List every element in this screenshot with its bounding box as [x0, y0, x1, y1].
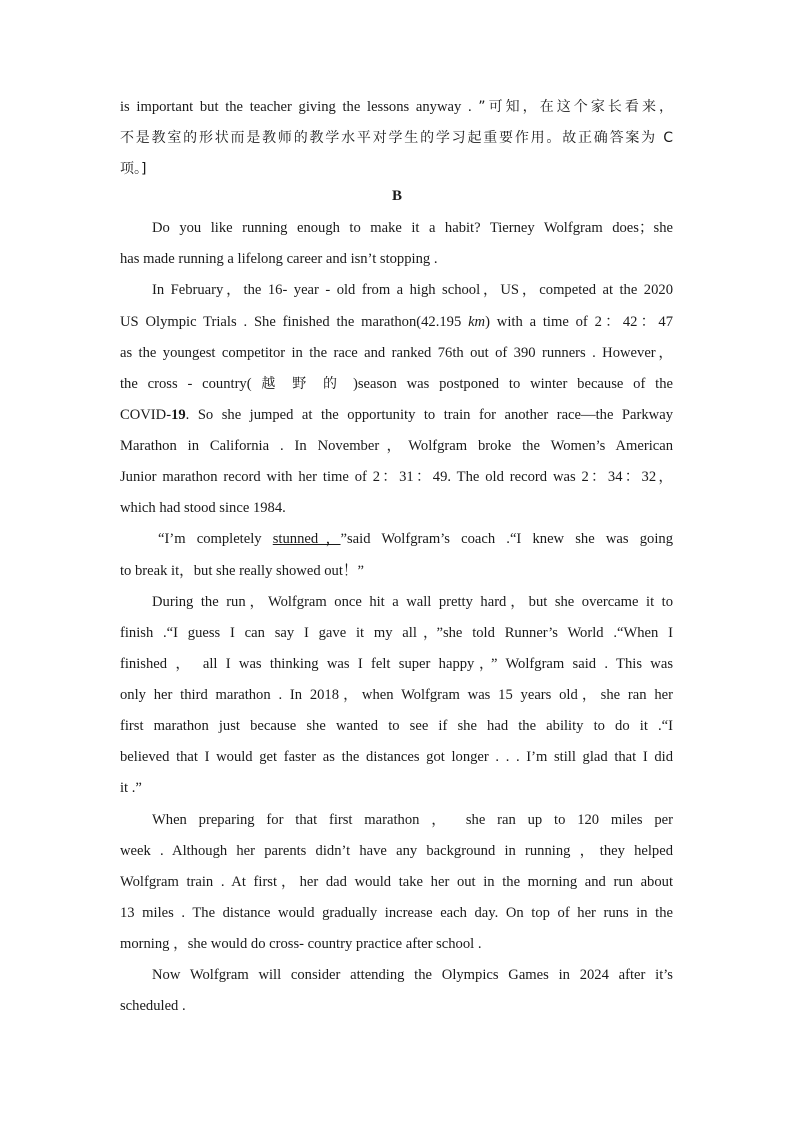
p1-line-2: has made running a lifelong career and isn’t stopping . — [120, 251, 438, 267]
p2-line-1: In February，the 16- year - old from a high school，US，competed at the 2020 — [152, 282, 673, 298]
p6-line-1: Now Wolfgram will consider attending the Olympics Games in 2024 after it’s — [152, 967, 673, 983]
intro-line-2: 不是教室的形状而是教师的教学水平对学生的学习起重要作用。故正确答案为 C — [120, 130, 673, 146]
p6-line-2: scheduled . — [120, 998, 186, 1014]
intro-text-en: is important but the teacher giving the lessons anyway . — [120, 99, 479, 115]
p3-line-2: to break it，but she really showed out！” — [120, 563, 364, 579]
p4-line-3: finished ， all I was thinking was I felt super happy，” Wolfgram said . This was — [120, 656, 673, 672]
p2-line-4 — [120, 374, 673, 394]
p4-line-5: first marathon just because she wanted to see if she had the ability to do it .“I — [120, 718, 673, 734]
p3-line-1 — [158, 529, 673, 549]
p2-line-3: as the youngest competitor in the race and ranked 76th out of 390 runners . However， — [120, 345, 673, 361]
p2-line-5-c: . So she jumped at the opportunity to train for another race—the Parkway — [185, 407, 673, 423]
p5-line-2: week . Although her parents didn’t have any background in running ，they helped — [120, 843, 673, 859]
p4-line-2: finish .“I guess I can say I gave it my all，”she told Runner’s World .“When I — [120, 625, 673, 641]
p2-line-8: which had stood since 1984. — [120, 500, 286, 516]
p4-line-6: believed that I would get faster as the distances got longer . . . I’m still glad that I did — [120, 749, 673, 765]
intro-line-1 — [120, 97, 673, 117]
p5-line-3: Wolfgram train . At first，her dad would take her out in the morning and run about — [120, 874, 673, 890]
p3-line-1-c: ”said Wolfgram’s coach .“I knew she was going — [340, 531, 673, 547]
p2-line-6: Marathon in California . In November，Wolfgram broke the Women’s American — [120, 438, 673, 454]
p2-line-4-a: the cross - country( — [120, 376, 262, 392]
covid-number: 19 — [171, 407, 186, 423]
p4-line-4: only her third marathon . In 2018，when Wolfgram was 15 years old，she ran her — [120, 687, 673, 703]
p2-line-5-a: COVID- — [120, 407, 172, 423]
p3-line-1-a: “I’m completely — [158, 531, 273, 547]
gloss-cn: 越 野 的 — [261, 376, 344, 392]
p1-line-1: Do you like running enough to make it a habit? Tierney Wolfgram does；she — [152, 220, 673, 236]
p4-line-1: During the run，Wolfgram once hit a wall pretty hard，but she overcame it to — [152, 594, 673, 610]
intro-line-3: 项。] — [120, 161, 147, 177]
p5-line-4: 13 miles . The distance would gradually increase each day. On top of her runs in the — [120, 905, 673, 921]
p2-line-5 — [120, 405, 673, 425]
unit-km: km — [468, 314, 486, 330]
p2-line-2 — [120, 312, 673, 332]
p2-line-4-c: )season was postponed to winter because of the — [343, 376, 673, 392]
underlined-word-stunned: stunned， — [272, 531, 341, 547]
p2-line-2-c: ) with a time of 2：42：47 — [485, 314, 673, 330]
p5-line-1: When preparing for that first marathon ， she ran up to 120 miles per — [152, 812, 673, 828]
intro-text-cn: ”可知，在这个家长看来， — [478, 99, 673, 115]
p2-line-2-a: US Olympic Trials . She finished the marathon(42.195 — [120, 314, 469, 330]
p2-line-7: Junior marathon record with her time of 2：31：49. The old record was 2：34：32， — [120, 469, 673, 485]
p4-line-7: it .” — [120, 780, 142, 796]
section-heading-b: B — [391, 188, 402, 204]
p5-line-5: morning ，she would do cross- country practice after school . — [120, 936, 482, 952]
